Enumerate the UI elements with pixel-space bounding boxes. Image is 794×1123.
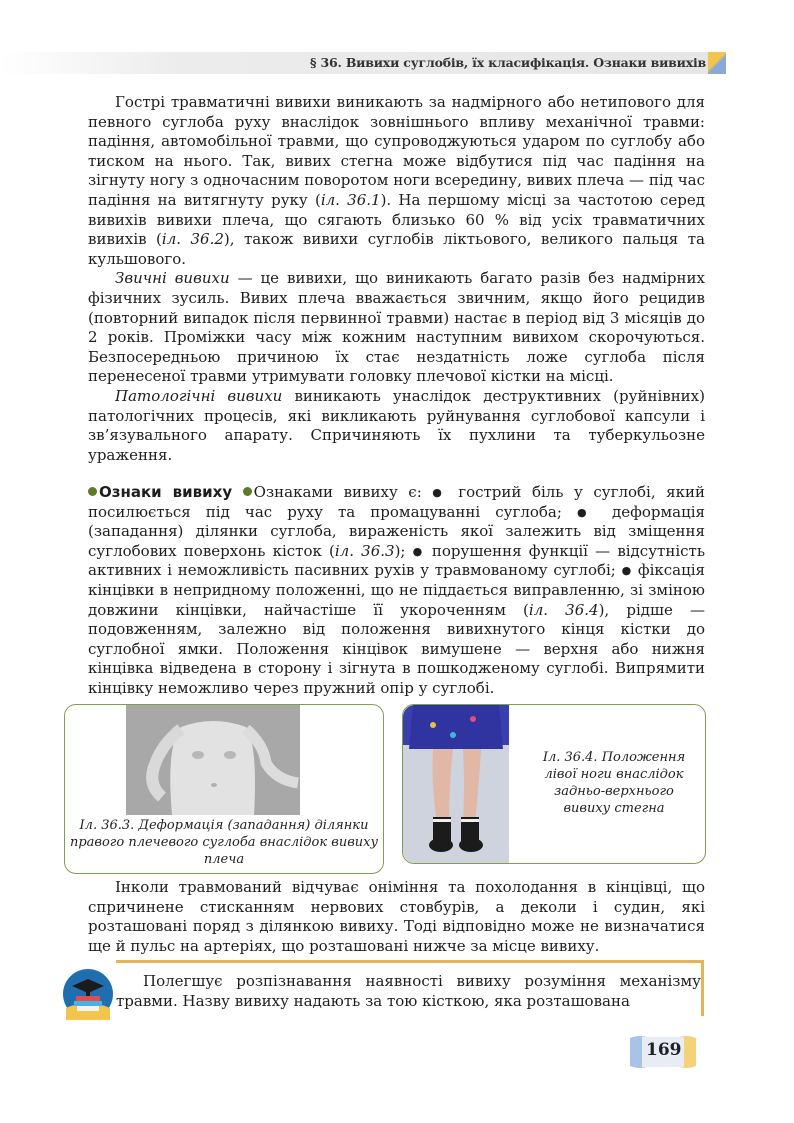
figure-36-4-caption: Іл. 36.4. Положення лівої ноги внаслідок задньо-верхнього вивиху стегна [542, 750, 686, 816]
term-habitual: Звичні вивихи [115, 269, 230, 288]
text-run: гострий біль у суглобі, який посилюється під час руху та промацуванні суглоба; [88, 483, 705, 521]
figure-ref-36-4: іл. 36.4 [528, 600, 599, 619]
figure-36-3-frame [64, 704, 384, 874]
paragraph-pathological-dislocations [88, 387, 705, 465]
text-run: ), також вивихи суглобів ліктьового, великого пальця та кульшового. [88, 230, 705, 268]
paragraph-signs [88, 483, 705, 699]
green-bullet-icon [88, 487, 97, 496]
bullet-icon: ● [577, 505, 597, 519]
bullet-icon: ● [412, 544, 425, 558]
term-pathological: Патологічні вивихи [115, 386, 283, 405]
legs-illustration [403, 705, 509, 863]
section-heading-signs: Ознаки вивиху [99, 483, 233, 501]
page-header-title: § 36. Вивихи суглобів, їх класифікація. Ознаки вивихів [310, 55, 706, 70]
figure-ref-36-2: іл. 36.2 [161, 230, 224, 249]
text-run: виникають унаслідок деструктивних (руйнівних) патологічних процесів, які викликають руйнування суглобової капсули і зв’язувального апарату. Спричиняють їх пухлини та туберкульозне ураження. [88, 386, 705, 464]
figure-36-4-frame [402, 704, 706, 864]
text-run: ). На першому місці за частотою серед вивихів вивихи плеча, що сягають близько 60 % від усіх травматичних вивихів ( [88, 190, 705, 249]
callout-text-block [116, 972, 701, 1011]
text-run: деформація (западання) ділянки суглоба, вираженість якої залежить від зміщення суглобових поверхонь кісток ( [88, 502, 705, 560]
figure-36-3-caption: Іл. 36.3. Деформація (западання) ділянки правого плечевого суглоба внаслідок вивиху плеча [69, 818, 379, 867]
bullet-icon: ● [621, 564, 633, 578]
bullet-icon: ● [432, 486, 448, 499]
callout-top-rule [116, 960, 704, 963]
paragraph-habitual-dislocations [88, 269, 705, 387]
paragraph-mechanism: Полегшує розпізнавання наявності вивиху розуміння механізму травми. Назву вивиху надають за тою кісткою, яка розташована [116, 972, 701, 1010]
text-run: — це вивихи, що виникають багато разів без надмірних фізичних зусиль. Вивих плеча вважається звичним, якщо його рецидив (повторний випадок після первинної травми) настає в період від 3 місяців до 2 років. Проміжки часу між кожним наступним вивихом скорочуються. Безпосередньою причиною їх стає нездатність ложе суглоба після перенесеної травми утримувати головку плечової кістки на місці. [88, 269, 705, 386]
figure-ref-36-3: іл. 36.3 [334, 541, 395, 560]
text-run: порушення функції — відсутність активних і неможливість пасивних рухів у травмованому суглобі; [88, 541, 705, 580]
paragraph-numbness: Інколи травмований відчуває оніміння та похолодання в кінцівці, що спричинене стисканням нервових стовбурів, а деколи і судин, які розташовані поряд з ділянкою вивиху. Тоді відповідно може не визначатися ще й пульс на артеріях, що розташовані нижче за місце вивиху. [88, 878, 705, 955]
text-run: фіксація кінцівки в непридному положенні, що не піддається виправленню, зі зміною довжини кінцівки, найчастіше її укороченням ( [88, 561, 706, 619]
text-run: Ознаками вивиху є: [253, 483, 433, 501]
signs-section [88, 483, 705, 699]
paragraph-acute-dislocations [88, 93, 705, 269]
page-number: 169 [646, 1040, 682, 1060]
education-icon [62, 968, 114, 1020]
main-text-top [88, 93, 705, 465]
torso-photo [126, 705, 300, 815]
figure-ref-36-1: іл. 36.1 [320, 190, 381, 209]
torso-illustration [126, 705, 300, 815]
text-run: ), рідше — подовженням, залежно від положення вивихнутого кінця кістки до суглобної ямки. Положення кінцівок вимушене — верхня або нижня кінцівка відведена в сторону і зігнута в пошкодженому суглобі. Випрямити кінцівку неможливо через пружний опір у суглобі. [88, 600, 705, 697]
legs-photo [403, 705, 509, 863]
text-run: ); [394, 541, 413, 560]
green-bullet-icon [243, 487, 252, 496]
text-run: Гострі травматичні вивихи виникають за надмірного або нетипового для певного суглоба руху внаслідок зовнішнього впливу механічної травми: падіння, автомобільної травми, що супроводжуються ударом по суглобу або тиском на нього. Так, вивих стегна може відбутися під час падіння на зігнуту ногу з одночасним поворотом ноги всередину, вивих плеча — під час падіння на витягнуту руку ( [88, 93, 705, 209]
header-corner-decoration [708, 52, 726, 74]
page-number-badge [628, 1034, 698, 1070]
callout-right-rule [701, 960, 704, 1016]
paragraph-numbness-block [88, 878, 705, 956]
